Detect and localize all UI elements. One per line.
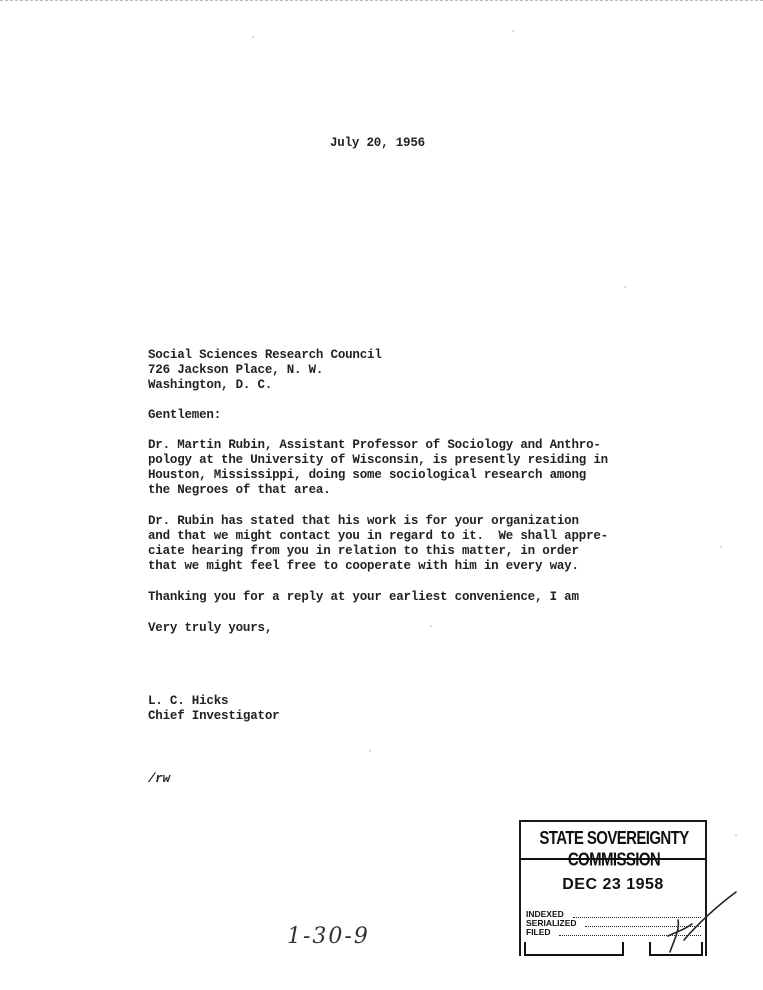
paragraph-2-line: and that we might contact you in regard to it. We shall appre- [148, 529, 608, 543]
signer-name: L. C. Hicks [148, 694, 229, 708]
salutation: Gentlemen: [148, 408, 222, 422]
page-top-border [0, 0, 763, 1]
scan-speck [624, 286, 626, 288]
stamp-divider [521, 858, 705, 860]
scan-speck [720, 546, 722, 548]
stamp-serialized-label: SERIALIZED [526, 918, 577, 928]
paragraph-2-line: ciate hearing from you in relation to this matter, in order [148, 544, 579, 558]
recipient-line-1: Social Sciences Research Council [148, 348, 382, 362]
paragraph-1-line: the Negroes of that area. [148, 483, 331, 497]
signer-title: Chief Investigator [148, 709, 280, 723]
paragraph-2-line: that we might feel free to cooperate with him in every way. [148, 559, 579, 573]
stamp-box-left [524, 942, 624, 956]
scan-speck [369, 750, 371, 752]
recipient-line-3: Washington, D. C. [148, 378, 273, 392]
stamp-filed-label: FILED [526, 927, 551, 937]
letter-date: July 20, 1956 [330, 136, 425, 150]
stamp-indexed-label: INDEXED [526, 909, 564, 919]
closing: Very truly yours, [148, 621, 273, 635]
typist-initials: /rw [148, 772, 170, 786]
paragraph-1-line: Houston, Mississippi, doing some sociological research among [148, 468, 587, 482]
handwritten-file-number: 1-30-9 [287, 924, 370, 949]
stamp-initials-scribble [640, 880, 740, 960]
scan-speck [430, 625, 432, 627]
scan-speck [735, 834, 737, 836]
recipient-line-2: 726 Jackson Place, N. W. [148, 363, 324, 377]
scan-speck [512, 30, 514, 32]
paragraph-1-line: pology at the University of Wisconsin, is presently residing in [148, 453, 608, 467]
stamp-date: DEC 23 1958 [562, 876, 664, 893]
paragraph-3: Thanking you for a reply at your earliest convenience, I am [148, 590, 579, 604]
scan-speck [252, 36, 254, 38]
stamp-title: STATE SOVEREIGNTY COMMISSION [539, 827, 689, 871]
paragraph-2-line: Dr. Rubin has stated that his work is for your organization [148, 514, 579, 528]
paragraph-1-line: Dr. Martin Rubin, Assistant Professor of Sociology and Anthro- [148, 438, 601, 452]
